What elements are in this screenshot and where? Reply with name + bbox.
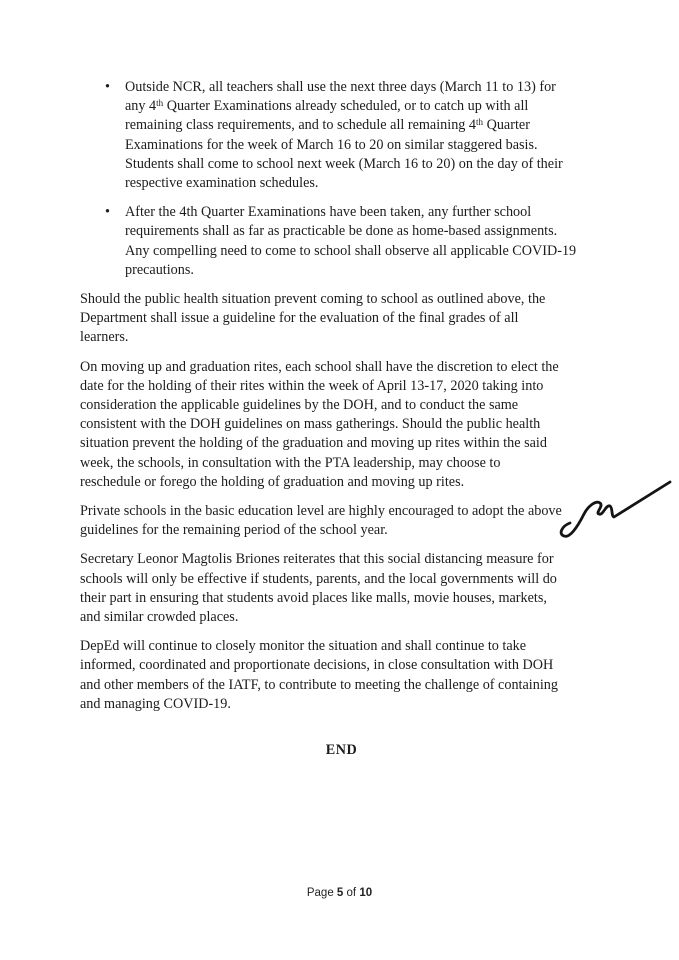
text-line: precautions. <box>125 261 194 278</box>
paragraph-public-health <box>80 290 603 348</box>
text-line: and similar crowded places. <box>80 609 239 626</box>
text-line: learners. <box>80 329 129 346</box>
text-line: Secretary Leonor Magtolis Briones reiterates that this social distancing measure for <box>80 551 554 568</box>
paragraph-deped-monitor <box>80 637 603 714</box>
document-body <box>80 78 603 760</box>
footer-page-number: 5 <box>336 887 344 899</box>
bullet-text <box>125 78 563 193</box>
paragraph-graduation-rites <box>80 358 603 492</box>
text-line: and other members of the IATF, to contribute to meeting the challenge of containing <box>80 676 558 693</box>
text-line: Private schools in the basic education level are highly encouraged to adopt the above <box>80 503 562 520</box>
bullet-icon: • <box>105 204 110 221</box>
text-line: Any compelling need to come to school shall observe all applicable COVID-19 <box>125 242 577 259</box>
text-line: situation prevent the holding of the graduation and moving up rites within the said <box>80 435 547 452</box>
footer-total-pages: 10 <box>359 887 373 899</box>
paragraph-secretary-briones <box>80 550 603 627</box>
text-line: Students shall come to school next week (March 16 to 20) on the day of their <box>125 155 563 172</box>
paragraph-private-schools <box>80 502 603 540</box>
text-line: any 4th Quarter Examinations already scheduled, or to catch up with all <box>125 98 529 115</box>
bullet-item-after-exams <box>105 203 603 280</box>
bullet-item-outside-ncr <box>105 78 603 193</box>
text-line: Should the public health situation prevent coming to school as outlined above, the <box>80 291 546 308</box>
text-line: and managing COVID-19. <box>80 695 231 712</box>
text-line: DepEd will continue to closely monitor the situation and shall continue to take <box>80 638 527 655</box>
text-line: After the 4th Quarter Examinations have been taken, any further school <box>125 204 532 221</box>
text-line: informed, coordinated and proportionate decisions, in close consultation with DOH <box>80 657 554 674</box>
text-line: requirements shall as far as practicable be done as home-based assignments. <box>125 223 558 240</box>
text-line: Examinations for the week of March 16 to 20 on similar staggered basis. <box>125 136 538 153</box>
page-footer <box>0 884 679 903</box>
text-line: reschedule or forego the holding of graduation and moving up rites. <box>80 473 465 490</box>
text-line: remaining class requirements, and to schedule all remaining 4th Quarter <box>125 117 530 134</box>
text-line: schools will only be effective if students, parents, and the local governments will do <box>80 570 557 587</box>
text-line: consistent with the DOH guidelines on mass gatherings. Should the public health <box>80 416 541 433</box>
end-label: END <box>325 742 358 759</box>
footer-page-word: Page <box>306 887 334 899</box>
text-line: On moving up and graduation rites, each school shall have the discretion to elect the <box>80 358 559 375</box>
text-line: guidelines for the remaining period of the school year. <box>80 522 388 539</box>
bullet-text <box>125 203 576 280</box>
text-line: Department shall issue a guideline for the evaluation of the final grades of all <box>80 310 519 327</box>
footer-of-word: of <box>346 887 357 899</box>
text-line: their part in ensuring that students avoid places like malls, movie houses, markets, <box>80 589 547 606</box>
text-line: respective examination schedules. <box>125 175 319 192</box>
text-line: week, the schools, in consultation with the PTA leadership, may choose to <box>80 454 501 471</box>
text-line: consideration the applicable guidelines by the DOH, and to conduct the same <box>80 397 519 414</box>
text-line: date for the holding of their rites within the week of April 13-17, 2020 taking into <box>80 377 544 394</box>
bullet-icon: • <box>105 79 110 95</box>
text-line: Outside NCR, all teachers shall use the next three days (March 11 to 13) for <box>125 79 556 95</box>
